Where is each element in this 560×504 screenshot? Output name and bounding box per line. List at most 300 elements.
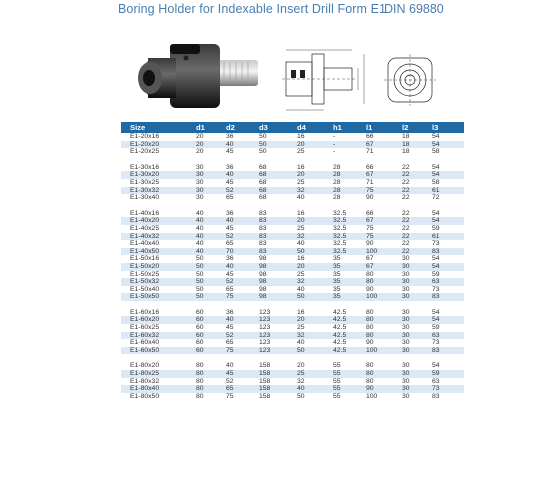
value-cell: 83: [259, 240, 267, 248]
value-cell: 80: [366, 316, 402, 324]
table-row: [121, 293, 464, 301]
value-cell: 61: [432, 187, 464, 195]
value-cell: 30: [402, 347, 432, 355]
value-cell: 100: [366, 347, 402, 355]
size-cell: E1-60x50: [121, 347, 196, 355]
table-row: [121, 385, 464, 393]
value-cell: 36: [226, 163, 234, 171]
value-cell: 30: [196, 194, 204, 202]
group-spacer: [121, 156, 464, 164]
value-cell: 18: [402, 133, 410, 140]
value-cell: 63: [432, 278, 464, 286]
value-cell: 80: [366, 324, 374, 332]
value-cell: 54: [432, 141, 464, 149]
table-row: [121, 332, 464, 340]
value-cell: 83: [432, 248, 464, 256]
column-header-size: Size: [121, 122, 196, 133]
value-cell: 80: [196, 385, 226, 393]
table-row: [121, 324, 464, 332]
value-cell: 30: [402, 278, 432, 286]
size-cell: E1-40x16: [130, 209, 160, 217]
value-cell: 52: [226, 233, 259, 241]
value-cell: 52: [226, 332, 259, 340]
value-cell: 30: [402, 385, 432, 393]
table-row: [121, 271, 464, 279]
value-cell: 50: [196, 270, 204, 278]
value-cell: 80: [366, 370, 402, 378]
value-cell: 20: [196, 148, 204, 156]
value-cell: 55: [333, 370, 366, 378]
value-cell: 83: [259, 217, 297, 225]
value-cell: 40: [196, 248, 226, 256]
table-row: [121, 187, 464, 195]
value-cell: 42.5: [333, 308, 347, 316]
group-spacer: [121, 202, 464, 210]
table-row: [121, 286, 464, 294]
table-row: [121, 309, 464, 317]
value-cell: 55: [333, 377, 341, 385]
group-spacer: [121, 354, 464, 362]
value-cell: 25: [297, 178, 305, 186]
value-cell: 20: [196, 141, 226, 149]
size-cell: E1-50x40: [130, 285, 160, 293]
value-cell: 100: [366, 248, 402, 256]
value-cell: 35: [333, 255, 341, 263]
value-cell: 40: [226, 316, 259, 324]
value-cell: 67: [366, 171, 402, 179]
value-cell: 28: [333, 187, 366, 195]
table-row: [121, 164, 464, 172]
value-cell: 80: [366, 362, 374, 370]
value-cell: 30: [402, 316, 432, 324]
value-cell: 50: [259, 141, 297, 149]
value-cell: 54: [432, 316, 464, 324]
table-row: [121, 278, 464, 286]
table-row: [121, 316, 464, 324]
value-cell: 20: [297, 316, 333, 324]
value-cell: 67: [366, 141, 402, 149]
value-cell: 32.5: [333, 248, 366, 256]
value-cell: 65: [226, 339, 234, 347]
value-cell: 22: [402, 209, 410, 217]
value-cell: 40: [297, 285, 305, 293]
value-cell: 45: [226, 270, 234, 278]
value-cell: 36: [226, 255, 234, 263]
value-cell: 59: [432, 370, 464, 378]
value-cell: 25: [297, 148, 305, 156]
value-cell: 32: [297, 332, 333, 340]
value-cell: 58: [432, 148, 440, 156]
value-cell: 98: [259, 293, 297, 301]
size-cell: E1-30x16: [130, 163, 160, 171]
value-cell: 32.5: [333, 233, 366, 241]
value-cell: 98: [259, 285, 267, 293]
value-cell: 72: [432, 194, 440, 202]
value-cell: 32: [297, 187, 333, 195]
value-cell: 42.5: [333, 339, 347, 347]
value-cell: 55: [333, 362, 341, 370]
value-cell: 40: [196, 224, 204, 232]
size-cell: E1-60x16: [130, 308, 160, 316]
value-cell: 52: [226, 278, 259, 286]
size-cell: E1-50x32: [121, 278, 196, 286]
value-cell: 75: [366, 224, 374, 232]
table-row: [121, 233, 464, 241]
value-cell: 80: [366, 278, 402, 286]
size-cell: E1-20x25: [130, 148, 160, 156]
value-cell: 20: [196, 133, 204, 140]
value-cell: 25: [297, 224, 305, 232]
table-row: [121, 248, 464, 256]
value-cell: 50: [196, 293, 226, 301]
table-row: [121, 225, 464, 233]
table-row: [121, 194, 464, 202]
size-cell: E1-40x25: [130, 224, 160, 232]
value-cell: 65: [226, 385, 259, 393]
size-cell: E1-50x16: [130, 255, 160, 263]
value-cell: 40: [196, 233, 226, 241]
value-cell: 28: [333, 178, 341, 186]
value-cell: 55: [333, 392, 341, 400]
table-row: [121, 378, 464, 386]
value-cell: 30: [402, 285, 410, 293]
table-row: [121, 347, 464, 355]
value-cell: 32: [297, 377, 305, 385]
value-cell: 54: [432, 308, 440, 316]
value-cell: 50: [297, 392, 305, 400]
value-cell: 73: [432, 385, 464, 393]
value-cell: 30: [402, 255, 410, 263]
value-cell: 60: [196, 332, 226, 340]
value-cell: 16: [297, 308, 305, 316]
table-row: [121, 217, 464, 225]
value-cell: 123: [259, 308, 271, 316]
table-row: [121, 339, 464, 347]
value-cell: 16: [297, 133, 305, 140]
value-cell: 90: [366, 285, 374, 293]
value-cell: 30: [402, 339, 410, 347]
value-cell: 63: [432, 377, 440, 385]
value-cell: 40: [297, 240, 305, 248]
value-cell: 54: [432, 171, 464, 179]
value-cell: 80: [366, 270, 374, 278]
value-cell: 67: [366, 255, 374, 263]
column-header-h1: h1: [333, 122, 366, 133]
value-cell: 67: [366, 263, 402, 271]
table-row: [121, 255, 464, 263]
value-cell: 30: [402, 370, 432, 378]
value-cell: 20: [297, 362, 305, 370]
dimensions-table: [121, 122, 464, 400]
value-cell: 40: [226, 217, 259, 225]
value-cell: 22: [402, 178, 410, 186]
value-cell: 98: [259, 255, 267, 263]
value-cell: 40: [196, 209, 204, 217]
value-cell: 83: [259, 233, 297, 241]
value-cell: 59: [432, 270, 440, 278]
value-cell: 45: [226, 224, 234, 232]
value-cell: 36: [226, 209, 234, 217]
value-cell: 28: [333, 171, 366, 179]
value-cell: 25: [297, 370, 333, 378]
value-cell: 70: [226, 248, 259, 256]
value-cell: 22: [402, 217, 432, 225]
value-cell: 50: [196, 285, 204, 293]
column-header-d1: d1: [196, 122, 226, 133]
value-cell: 67: [366, 217, 402, 225]
value-cell: 35: [333, 263, 366, 271]
column-header-l1: l1: [366, 122, 402, 133]
value-cell: 68: [259, 178, 267, 186]
column-header-d2: d2: [226, 122, 259, 133]
value-cell: 30: [196, 171, 226, 179]
value-cell: 40: [226, 263, 259, 271]
value-cell: 45: [226, 148, 234, 156]
size-cell: E1-80x50: [130, 392, 160, 400]
value-cell: 60: [196, 324, 204, 332]
size-cell: E1-60x20: [121, 316, 196, 324]
value-cell: 68: [259, 194, 267, 202]
value-cell: 40: [297, 385, 333, 393]
value-cell: 75: [226, 392, 234, 400]
table-row: [121, 393, 464, 401]
value-cell: 42.5: [333, 324, 347, 332]
value-cell: 66: [366, 133, 374, 140]
table-row: [121, 148, 464, 156]
size-cell: E1-50x20: [121, 263, 196, 271]
value-cell: 22: [402, 233, 432, 241]
value-cell: 65: [226, 194, 234, 202]
value-cell: 18: [402, 141, 432, 149]
table-row: [121, 362, 464, 370]
value-cell: 123: [259, 332, 297, 340]
value-cell: 75: [366, 233, 402, 241]
size-cell: E1-60x32: [121, 332, 196, 340]
value-cell: 42.5: [333, 332, 366, 340]
value-cell: 54: [432, 217, 464, 225]
value-cell: 158: [259, 362, 271, 370]
value-cell: 40: [297, 194, 305, 202]
value-cell: 22: [402, 163, 410, 171]
size-cell: E1-80x32: [130, 377, 160, 385]
din-standard-label: DIN 69880: [384, 2, 444, 16]
value-cell: 32: [297, 278, 333, 286]
size-cell: E1-40x50: [121, 248, 196, 256]
value-cell: 54: [432, 163, 440, 171]
value-cell: 25: [297, 324, 305, 332]
value-cell: 22: [402, 224, 410, 232]
value-cell: -: [333, 148, 336, 156]
value-cell: 80: [196, 362, 204, 370]
value-cell: 55: [333, 385, 366, 393]
column-header-l3: l3: [432, 122, 464, 133]
value-cell: 16: [297, 255, 305, 263]
value-cell: 30: [196, 163, 204, 171]
value-cell: 80: [366, 308, 374, 316]
value-cell: 123: [259, 347, 297, 355]
value-cell: 30: [196, 178, 204, 186]
value-cell: 32.5: [333, 209, 347, 217]
size-cell: E1-20x16: [130, 133, 160, 140]
value-cell: 45: [226, 370, 259, 378]
value-cell: 80: [196, 392, 204, 400]
value-cell: 20: [297, 263, 333, 271]
value-cell: 28: [333, 163, 341, 171]
size-cell: E1-30x20: [121, 171, 196, 179]
value-cell: 30: [402, 362, 410, 370]
value-cell: 30: [402, 324, 410, 332]
value-cell: 35: [333, 293, 366, 301]
table-row: [121, 133, 464, 141]
table-row: [121, 210, 464, 218]
value-cell: 20: [297, 171, 333, 179]
size-cell: E1-50x25: [130, 270, 160, 278]
value-cell: 30: [402, 308, 410, 316]
table-row: [121, 263, 464, 271]
column-header-l2: l2: [402, 122, 432, 133]
value-cell: 80: [366, 332, 402, 340]
size-cell: E1-80x20: [130, 362, 160, 370]
technical-drawing: [278, 44, 448, 116]
value-cell: 32.5: [333, 240, 347, 248]
value-cell: 71: [366, 178, 374, 186]
value-cell: 60: [196, 308, 204, 316]
size-cell: E1-30x40: [130, 194, 160, 202]
value-cell: 90: [366, 385, 402, 393]
value-cell: 58: [432, 178, 440, 186]
value-cell: 22: [402, 194, 410, 202]
value-cell: 30: [402, 293, 432, 301]
value-cell: 66: [366, 209, 374, 217]
value-cell: 73: [432, 285, 440, 293]
value-cell: 52: [226, 377, 234, 385]
value-cell: 68: [259, 163, 267, 171]
value-cell: 42.5: [333, 347, 366, 355]
group-spacer: [121, 301, 464, 309]
table-row: [121, 240, 464, 248]
value-cell: 32.5: [333, 224, 347, 232]
value-cell: 98: [259, 263, 297, 271]
size-cell: E1-30x25: [130, 178, 160, 186]
value-cell: 54: [432, 362, 440, 370]
value-cell: 20: [297, 141, 333, 149]
value-cell: 30: [402, 377, 410, 385]
value-cell: 22: [402, 187, 432, 195]
value-cell: 50: [196, 263, 226, 271]
size-cell: E1-40x40: [130, 240, 160, 248]
value-cell: 83: [432, 293, 464, 301]
value-cell: 80: [196, 370, 226, 378]
value-cell: 123: [259, 339, 271, 347]
value-cell: 54: [432, 133, 440, 140]
value-cell: 80: [366, 377, 374, 385]
value-cell: 100: [366, 392, 378, 400]
value-cell: 65: [226, 240, 234, 248]
value-cell: 35: [333, 270, 341, 278]
column-header-d4: d4: [297, 122, 333, 133]
value-cell: 40: [226, 171, 259, 179]
value-cell: 83: [432, 392, 440, 400]
table-row: [121, 171, 464, 179]
value-cell: 36: [226, 133, 234, 140]
value-cell: 22: [402, 171, 432, 179]
value-cell: 22: [402, 240, 410, 248]
value-cell: 40: [196, 217, 226, 225]
value-cell: 45: [226, 324, 234, 332]
value-cell: 16: [297, 209, 305, 217]
page-title: Boring Holder for Indexable Insert Drill Form E1: [118, 2, 387, 16]
value-cell: 75: [366, 187, 402, 195]
value-cell: 20: [297, 217, 333, 225]
value-cell: 54: [432, 209, 440, 217]
value-cell: 30: [402, 392, 410, 400]
value-cell: 30: [402, 270, 410, 278]
boring-holder-photo: [118, 38, 268, 118]
table-row: [121, 370, 464, 378]
value-cell: 30: [402, 332, 432, 340]
value-cell: 98: [259, 270, 267, 278]
value-cell: 18: [402, 148, 410, 156]
size-cell: E1-60x25: [130, 324, 160, 332]
value-cell: 73: [432, 339, 440, 347]
value-cell: 98: [259, 278, 297, 286]
value-cell: 50: [196, 255, 204, 263]
value-cell: 22: [402, 248, 432, 256]
value-cell: 50: [297, 248, 333, 256]
value-cell: 35: [333, 285, 341, 293]
value-cell: 60: [196, 316, 226, 324]
value-cell: 45: [226, 178, 234, 186]
value-cell: 50: [259, 148, 267, 156]
table-row: [121, 141, 464, 149]
value-cell: 30: [196, 187, 226, 195]
value-cell: 40: [297, 339, 305, 347]
value-cell: 158: [259, 392, 271, 400]
value-cell: 71: [366, 148, 374, 156]
value-cell: 90: [366, 339, 374, 347]
value-cell: 158: [259, 385, 297, 393]
value-cell: 36: [226, 308, 234, 316]
value-cell: 83: [259, 224, 267, 232]
size-cell: E1-60x40: [130, 339, 160, 347]
value-cell: 40: [226, 362, 234, 370]
size-cell: E1-50x50: [121, 293, 196, 301]
value-cell: 123: [259, 324, 271, 332]
value-cell: 90: [366, 194, 374, 202]
value-cell: 60: [196, 347, 226, 355]
value-cell: 68: [259, 187, 297, 195]
value-cell: 65: [226, 285, 234, 293]
value-cell: 75: [226, 293, 259, 301]
value-cell: 68: [259, 171, 297, 179]
column-header-d3: d3: [259, 122, 297, 133]
value-cell: 54: [432, 255, 440, 263]
size-cell: E1-30x32: [121, 187, 196, 195]
value-cell: 59: [432, 324, 440, 332]
value-cell: 40: [196, 240, 204, 248]
value-cell: 60: [196, 339, 204, 347]
size-cell: E1-40x32: [121, 233, 196, 241]
value-cell: -: [333, 141, 366, 149]
value-cell: 52: [226, 187, 259, 195]
value-cell: 50: [297, 347, 333, 355]
value-cell: 90: [366, 240, 374, 248]
value-cell: 50: [259, 133, 267, 140]
value-cell: 32: [297, 233, 333, 241]
value-cell: 16: [297, 163, 305, 171]
value-cell: 83: [259, 248, 297, 256]
value-cell: 61: [432, 233, 464, 241]
